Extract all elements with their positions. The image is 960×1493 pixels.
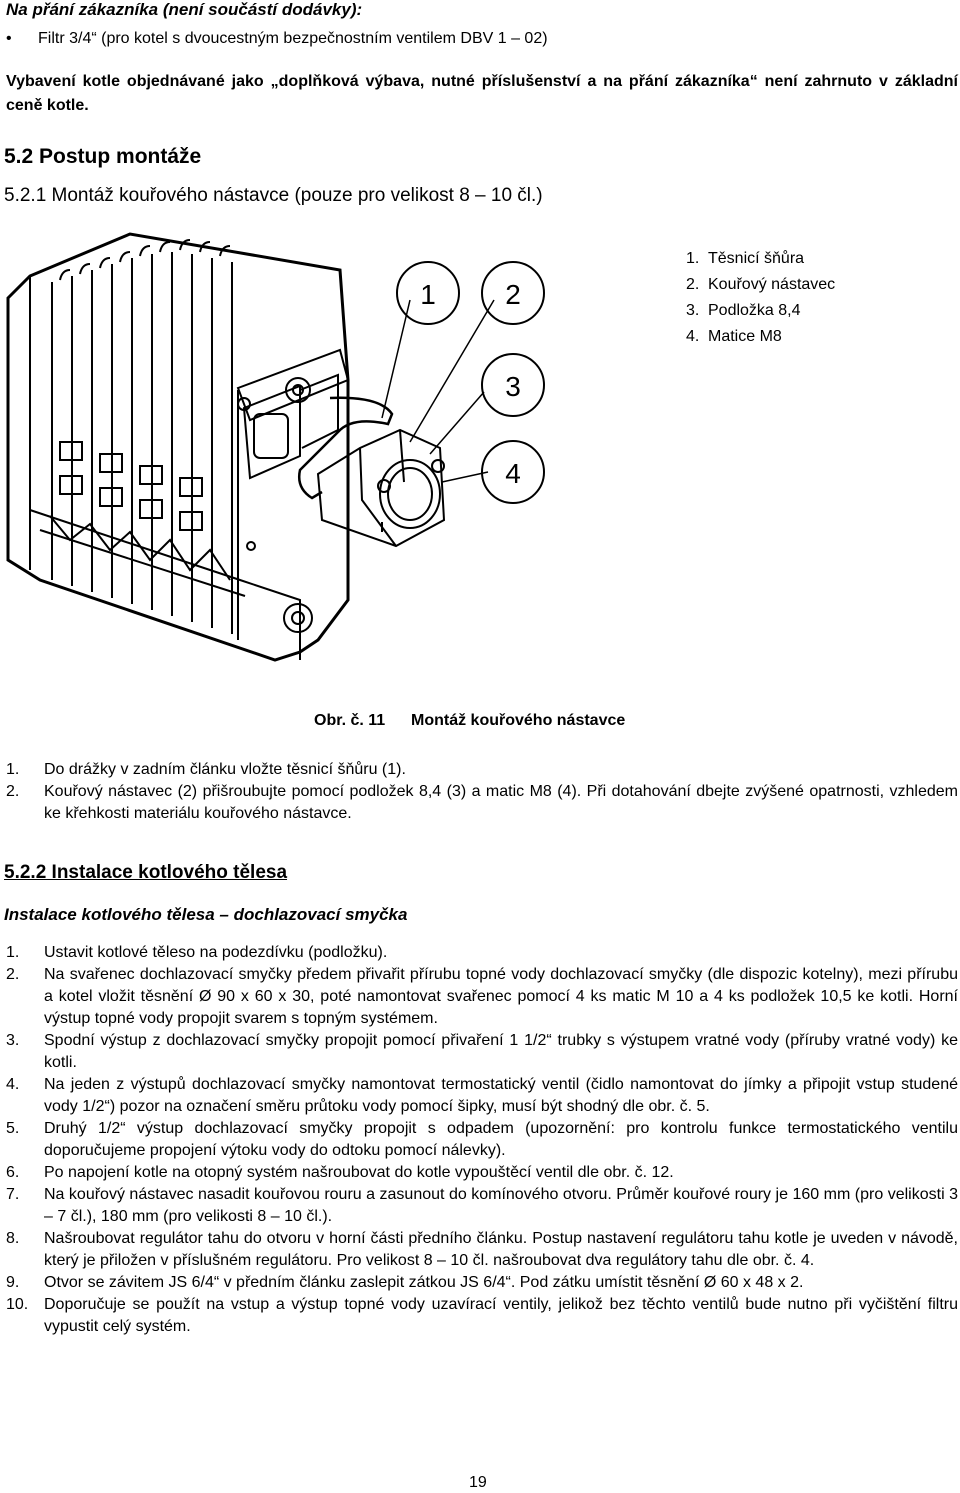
- legend-item: 1. Těsnicí šňůra: [686, 250, 805, 267]
- legend-item: 3. Podložka 8,4: [686, 302, 801, 319]
- callout-leader-3: [430, 392, 484, 454]
- callout-label-3: 3: [505, 371, 521, 402]
- section-heading: 5.2 Postup montáže: [4, 145, 202, 168]
- bullet-icon: •: [6, 30, 12, 47]
- list-item: 1. Ustavit kotlové těleso na podezdívku (podložku).: [6, 944, 388, 961]
- callout-label-1: 1: [420, 279, 436, 310]
- list-item: 3. Spodní výstup z dochlazovací smyčky propojit pomocí přivaření 1 1/2“ trubky s výstupem vratné vody (příruby vratné vody) ke kotli.: [6, 1032, 958, 1071]
- equipment-note: Vybavení kotle objednávané jako „doplňková výbava, nutné příslušenství a na přání zákazníka“ není zahrnuto v základní ceně kotle.: [6, 73, 958, 114]
- list-item: 2. Kouřový nástavec (2) přišroubujte pomocí podložek 8,4 (3) a matic M8 (4). Při dotahování dbejte zvýšené opatrnosti, vzhledem ke křehkosti materiálu kouřového nástavce.: [6, 783, 958, 822]
- callout-leader-2: [410, 300, 494, 442]
- list-item: 7. Na kouřový nástavec nasadit kouřovou rouru a zasunout do komínového otvoru. Průměr kouřové roury je 160 mm (pro velikosti 3 – 7 čl.), 180 mm (pro velikosti 8 – 10 čl.).: [6, 1186, 958, 1225]
- list-item: 6. Po napojení kotle na otopný systém našroubovat do kotle vypouštěcí ventil dle obr. č. 12.: [6, 1164, 674, 1181]
- flue-adapter-drawing: [318, 430, 444, 546]
- subsection-heading: 5.2.1 Montáž kouřového nástavce (pouze pro velikost 8 – 10 čl.): [4, 185, 543, 206]
- subsection-heading-2: Instalace kotlového tělesa – dochlazovací smyčka: [4, 905, 408, 924]
- figure-caption-number: Obr. č. 11: [314, 712, 386, 729]
- list-item: 5. Druhý 1/2“ výstup dochlazovací smyčky propojit s odpadem (upozornění: pro kontrolu funkce termostatického ventilu doporučujeme propojení výtoku vody do odtoku pomocí nálevky).: [6, 1120, 958, 1159]
- figure-caption-text: Montáž kouřového nástavce: [411, 712, 626, 729]
- list-item: 2. Na svařenec dochlazovací smyčky předem přivařit přírubu topné vody dochlazovací smyčky (dle dispozic kotelny), mezi přírubu a kotel vložit těsnění Ø 90 x 60 x 30, poté namontovat svařenec pomocí 4 ks matic M 10 a 4 ks podložek 10,5 ke kotli. Horní výstup topné vody propojit svarem s topným systémem.: [6, 966, 958, 1027]
- flue-steps-list: [6, 759, 958, 825]
- page-number: 19: [469, 1474, 487, 1491]
- legend-item: 2. Kouřový nástavec: [686, 276, 836, 293]
- list-item: 1. Do drážky v zadním článku vložte těsnicí šňůru (1).: [6, 761, 406, 778]
- callout-label-4: 4: [505, 458, 521, 489]
- list-item: 9. Otvor se závitem JS 6/4“ v předním článku zaslepit zátkou JS 6/4“. Pod zátku umístit těsnění Ø 60 x 48 x 2.: [6, 1274, 804, 1291]
- optional-accessories-title: Na přání zákazníka (není součástí dodávky):: [6, 0, 363, 19]
- callout-label-2: 2: [505, 279, 521, 310]
- legend-item: 4. Matice M8: [686, 328, 782, 345]
- list-item: 10. Doporučuje se použít na vstup a výstup topné vody uzavírací ventily, jelikož bez těchto ventilů bude nutno při vyčištění filtru vypustit celý systém.: [6, 1296, 958, 1335]
- figure-legend: [686, 246, 835, 350]
- callout-leader-1: [382, 300, 410, 418]
- list-item: 4. Na jeden z výstupů dochlazovací smyčky namontovat termostatický ventil (čidlo namontovat do jímky a připojit vstup studené vody 1/2“) pozor na označení směru průtoku vody pomocí šipky, musí být shodný dle obr. č. 5.: [6, 1076, 958, 1115]
- list-item: 8. Našroubovat regulátor tahu do otvoru v horní části předního článku. Postup nastavení regulátoru tahu kotle je uveden v návodě, který je přiložen v příslušném regulátoru. Pro velikost 8 – 10 čl. našroubovat dva regulátory tahu dle obr. č. 4.: [6, 1230, 958, 1269]
- optional-accessory-item: [6, 30, 548, 48]
- installation-steps-list: [6, 942, 958, 1338]
- optional-accessory-text: Filtr 3/4“ (pro kotel s dvoucestným bezpečnostním ventilem DBV 1 – 02): [38, 30, 548, 47]
- section-heading-2: 5.2.2 Instalace kotlového tělesa: [4, 862, 288, 883]
- boiler-body-drawing: [8, 234, 392, 660]
